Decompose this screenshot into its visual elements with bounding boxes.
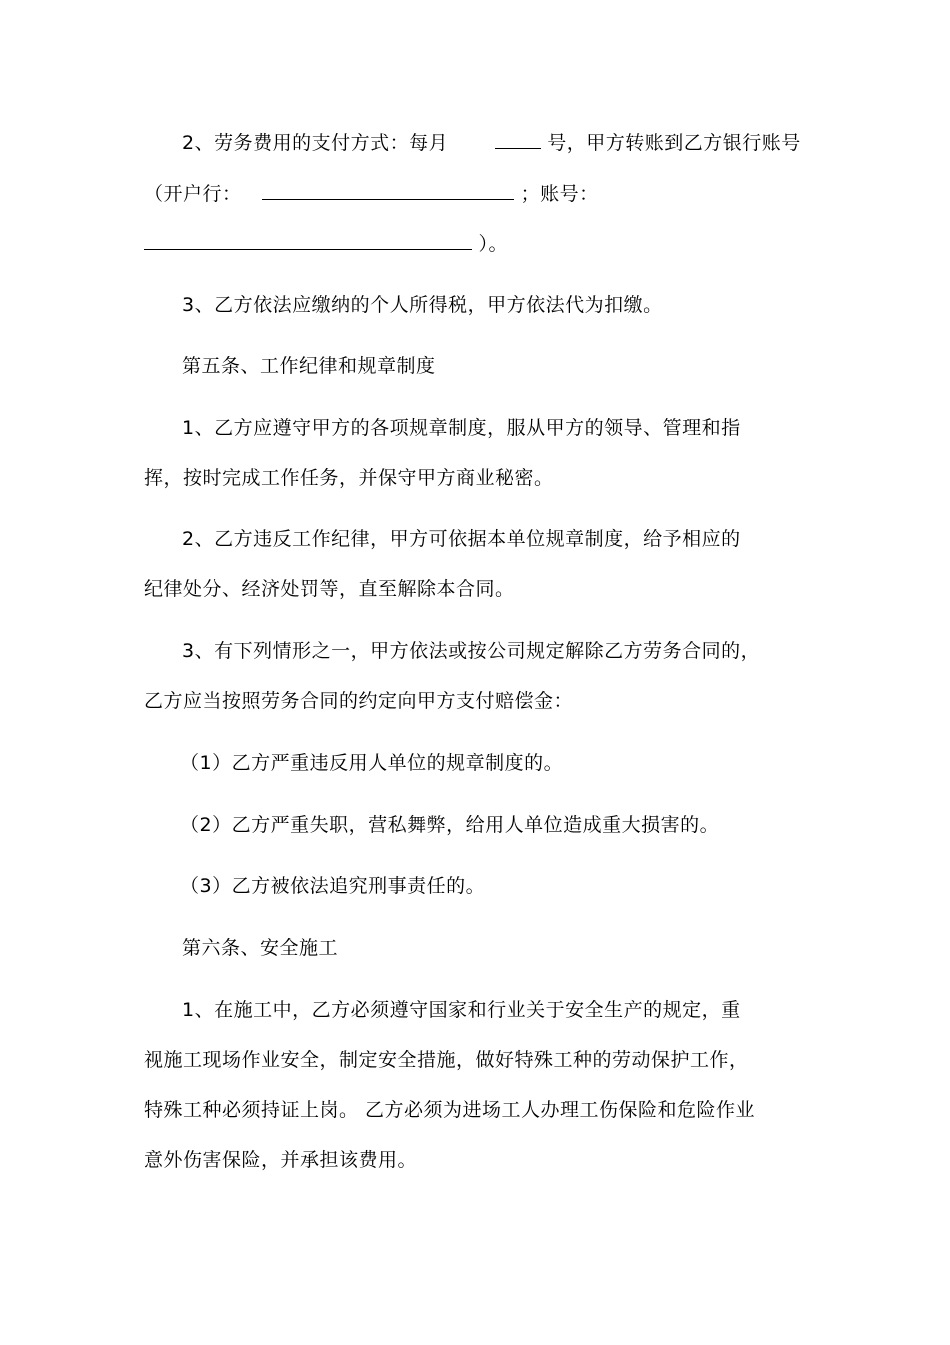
account-line xyxy=(144,231,508,256)
a6-1-line3: 特殊工种必须持证上岗。 乙方必须为进场工人办理工伤保险和危险作业 xyxy=(144,1099,756,1121)
a5-1-line1: 1、乙方应遵守甲方的各项规章制度，服从甲方的领导、管理和指 xyxy=(182,417,741,439)
a6-1-line2: 视施工现场作业安全，制定安全措施，做好特殊工种的劳动保护工作， xyxy=(144,1049,749,1071)
bank-name-blank xyxy=(262,181,514,200)
a5-3-line2: 乙方应当按照劳务合同的约定向甲方支付赔偿金： xyxy=(144,690,574,712)
bank-line xyxy=(144,181,599,206)
account-label: ；账号： xyxy=(520,183,599,205)
a5-3-line1: 3、有下列情形之一，甲方依法或按公司规定解除乙方劳务合同的， xyxy=(182,640,761,662)
a5-1-line2: 挥，按时完成工作任务，并保守甲方商业秘密。 xyxy=(144,467,554,489)
bank-label: （开户行： xyxy=(144,183,242,205)
a5-2-line1: 2、乙方违反工作纪律，甲方可依据本单位规章制度，给予相应的 xyxy=(182,528,741,550)
a6-1-line4: 意外伤害保险，并承担该费用。 xyxy=(144,1149,418,1171)
tax-paragraph: 3、乙方依法应缴纳的个人所得税，甲方依法代为扣缴。 xyxy=(182,294,663,316)
payment-method-line xyxy=(182,130,801,155)
payment-method-text: 2、劳务费用的支付方式：每月 xyxy=(182,132,449,154)
payment-method-text-2: 号，甲方转账到乙方银行账号 xyxy=(547,132,801,154)
payment-day-blank xyxy=(495,130,541,149)
list-item-2: （2）乙方严重失职，营私舞弊，给用人单位造成重大损害的。 xyxy=(180,814,720,836)
account-close: ）。 xyxy=(478,233,509,255)
article-5-title: 第五条、工作纪律和规章制度 xyxy=(182,355,436,377)
article-6-title: 第六条、安全施工 xyxy=(182,937,339,959)
a5-2-line2: 纪律处分、经济处罚等，直至解除本合同。 xyxy=(144,578,515,600)
a6-1-line1: 1、在施工中，乙方必须遵守国家和行业关于安全生产的规定，重 xyxy=(182,999,741,1021)
list-item-1: （1）乙方严重违反用人单位的规章制度的。 xyxy=(180,752,564,774)
list-item-3: （3）乙方被依法追究刑事责任的。 xyxy=(180,875,486,897)
account-number-blank xyxy=(144,231,472,250)
